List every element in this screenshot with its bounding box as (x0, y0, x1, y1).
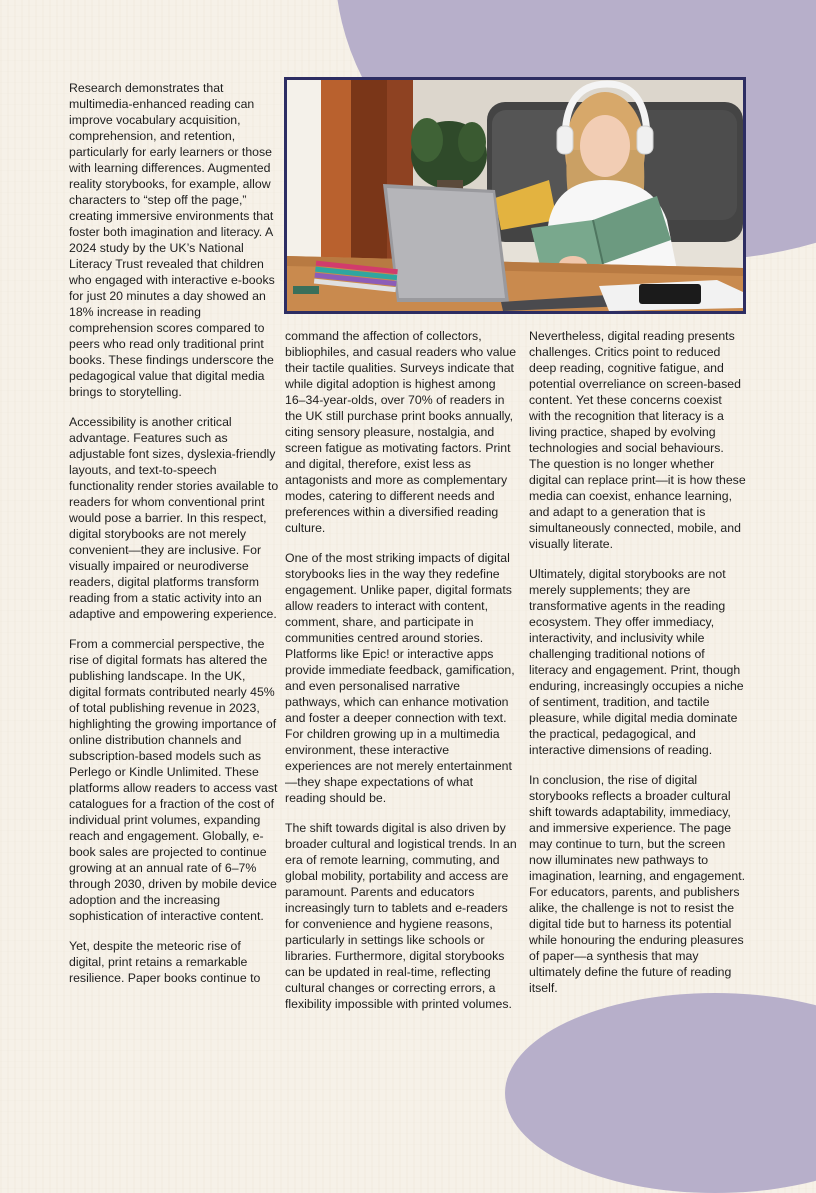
paragraph: Accessibility is another critical advantage. Features such as adjustable font sizes, dyslexia-friendly layouts, and text-to-speech functionality render stories available to readers for whom conventional print would pose a barrier. In this respect, digital storybooks are not merely convenient—they are inclusive. For visually impaired or neurodiverse readers, digital platforms transform reading from a static activity into an adaptive and empowering experience. (69, 415, 279, 621)
text-column-1 (69, 80, 279, 1000)
paragraph: Yet, despite the meteoric rise of digital, print retains a remarkable resilience. Paper books continue to (69, 939, 261, 985)
paragraph: The shift towards digital is also driven by broader cultural and logistical trends. In an era of remote learning, commuting, and global mobility, portability and access are paramount. Parents and educators increasingly turn to tablets and e-readers for convenience and hygiene reasons, particularly in settings like schools or libraries. Furthermore, digital storybooks can be updated in real-time, reflecting cultural changes or correcting errors, a flexibility impossible with printed volumes. (285, 821, 517, 1011)
photo-girl-reading-with-headphones (284, 77, 746, 314)
paragraph: command the affection of collectors, bibliophiles, and casual readers who value their tactile qualities. Surveys indicate that while digital adoption is highest among 16–34-year-olds, over 70% of readers in the UK still purchase print books annually, citing sensory pleasure, nostalgia, and screen fatigue as motivating factors. Print and digital, therefore, exist less as antagonists and more as complementary modes, catering to different needs and preferences within a diversified reading culture. (285, 329, 517, 535)
paragraph: Ultimately, digital storybooks are not merely supplements; they are transformative agents in the reading ecosystem. They offer immediacy, interactivity, and inclusivity while challenging traditional notions of literacy and engagement. Print, though enduring, increasingly occupies a niche of sentiment, tradition, and tactile pleasure, while digital media dominate the practical, pedagogical, and interactive dimensions of reading. (529, 567, 744, 757)
decorative-circle-bottom (505, 993, 816, 1193)
text-column-3 (529, 328, 747, 1010)
paragraph: From a commercial perspective, the rise of digital formats has altered the publishing landscape. In the UK, digital formats contributed nearly 45% of total publishing revenue in 2023, highlighting the growing importance of online distribution channels and subscription-based models such as Perlego or Kindle Unlimited. These platforms allow readers to access vast catalogues for a fraction of the cost of individual print volumes, expanding reach and engagement. Globally, e-book sales are projected to continue growing at an annual rate of 6–7% through 2030, driven by mobile device adoption and the increasing sophistication of interactive content. (69, 637, 278, 923)
text-column-2 (285, 328, 517, 1026)
paragraph: One of the most striking impacts of digital storybooks lies in the way they redefine engagement. Unlike paper, digital formats allow readers to interact with content, comment, share, and participate in communities centred around stories. Platforms like Epic! or interactive apps provide immediate feedback, gamification, and even personalised narrative pathways, which can enhance motivation and foster a deeper connection with text. For children growing up in a multimedia environment, these interactive experiences are not merely entertainment—they shape expectations of what reading should be. (285, 551, 515, 805)
paragraph: In conclusion, the rise of digital storybooks reflects a broader cultural shift towards adaptability, immediacy, and immersive experience. The page may continue to turn, but the screen now illuminates new pathways to imagination, learning, and engagement. For educators, parents, and publishers alike, the challenge is not to resist the digital tide but to harness its potential while honouring the enduring pleasures of paper—a synthesis that may ultimately define the future of reading itself. (529, 773, 746, 995)
photo-illustration (287, 80, 743, 311)
paragraph: Research demonstrates that multimedia-enhanced reading can improve vocabulary acquisition, comprehension, and retention, particularly for early learners or those with learning differences. Augmented reality storybooks, for example, allow characters to “step off the page,” creating immersive environments that foster both imagination and literacy. A 2024 study by the UK’s National Literacy Trust revealed that children who engaged with interactive e-books for just 20 minutes a day showed an 18% increase in reading comprehension scores compared to peers who read only traditional print books. These findings underscore the pedagogical value that digital media brings to storytelling. (69, 81, 275, 399)
paragraph: Nevertheless, digital reading presents challenges. Critics point to reduced deep reading, cognitive fatigue, and potential overreliance on screen-based content. Yet these concerns coexist with the recognition that literacy is a living practice, shaped by evolving technologies and social behaviours. The question is no longer whether digital can replace print—it is how these media can coexist, enhance learning, and adapt to a generation that is simultaneously connected, mobile, and visually literate. (529, 329, 746, 551)
